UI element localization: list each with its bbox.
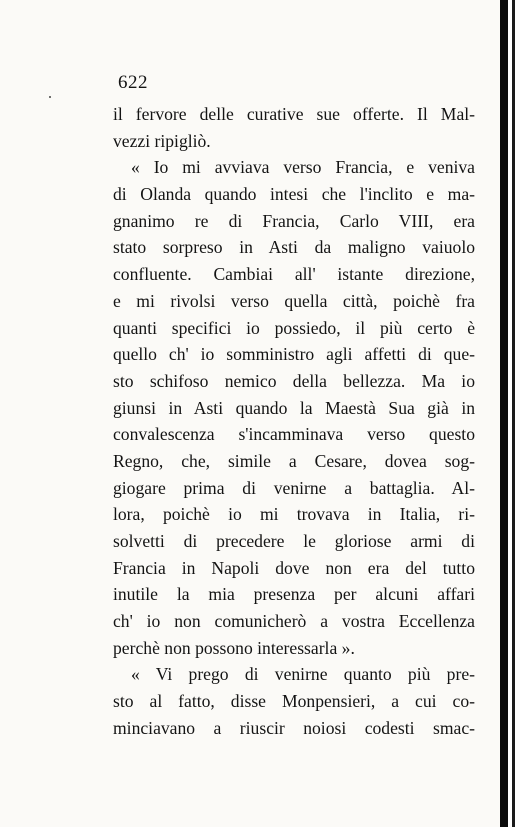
text-line: gnanimo re di Francia, Carlo VIII, era: [113, 210, 475, 231]
text-line: quello ch' io somministro agli affetti di que-: [113, 344, 475, 365]
text-line: « Io mi avviava verso Francia, e veniva: [131, 157, 475, 178]
book-spine-edge-inner: [512, 0, 515, 827]
text-line: e mi rivolsi verso quella città, poichè fra: [113, 290, 475, 311]
text-line: ch' io non comunicherò a vostra Eccellenza: [113, 611, 475, 632]
paper-speck: [49, 96, 51, 98]
text-line: solvetti di precedere le gloriose armi di: [113, 531, 475, 551]
text-line: perchè non possono interessarla ».: [113, 637, 355, 658]
text-line: inutile la mia presenza per alcuni affari: [113, 584, 475, 605]
text-line: lora, poichè io mi trovava in Italia, ri-: [113, 504, 475, 525]
text-line: vezzi ripigliò.: [113, 130, 211, 151]
page-number: 622: [118, 72, 148, 93]
text-line: giogare prima di venirne a battaglia. Al-: [113, 477, 475, 498]
body-text: [113, 101, 475, 742]
text-line: minciavano a riuscir noiosi codesti smac-: [113, 717, 475, 738]
text-line: quanti specifici io possiedo, il più certo è: [113, 317, 475, 338]
book-spine-edge: [500, 0, 508, 827]
text-line: confluente. Cambiai all' istante direzione,: [113, 264, 475, 285]
text-line: il fervore delle curative sue offerte. Il Mal-: [113, 104, 475, 124]
text-line: stato sorpreso in Asti da maligno vaiuolo: [113, 237, 475, 258]
text-line: giunsi in Asti quando la Maestà Sua già in: [113, 397, 475, 418]
text-line: sto schifoso nemico della bellezza. Ma io: [113, 370, 475, 391]
text-line: « Vi prego di venirne quanto più pre-: [131, 664, 475, 685]
text-line: Regno, che, simile a Cesare, dovea sog-: [113, 450, 475, 471]
text-line: di Olanda quando intesi che l'inclito e ma-: [113, 184, 475, 205]
text-line: Francia in Napoli dove non era del tutto: [113, 557, 475, 578]
text-line: convalescenza s'incamminava verso questo: [113, 424, 475, 445]
text-line: sto al fatto, disse Monpensieri, a cui co-: [113, 691, 475, 712]
